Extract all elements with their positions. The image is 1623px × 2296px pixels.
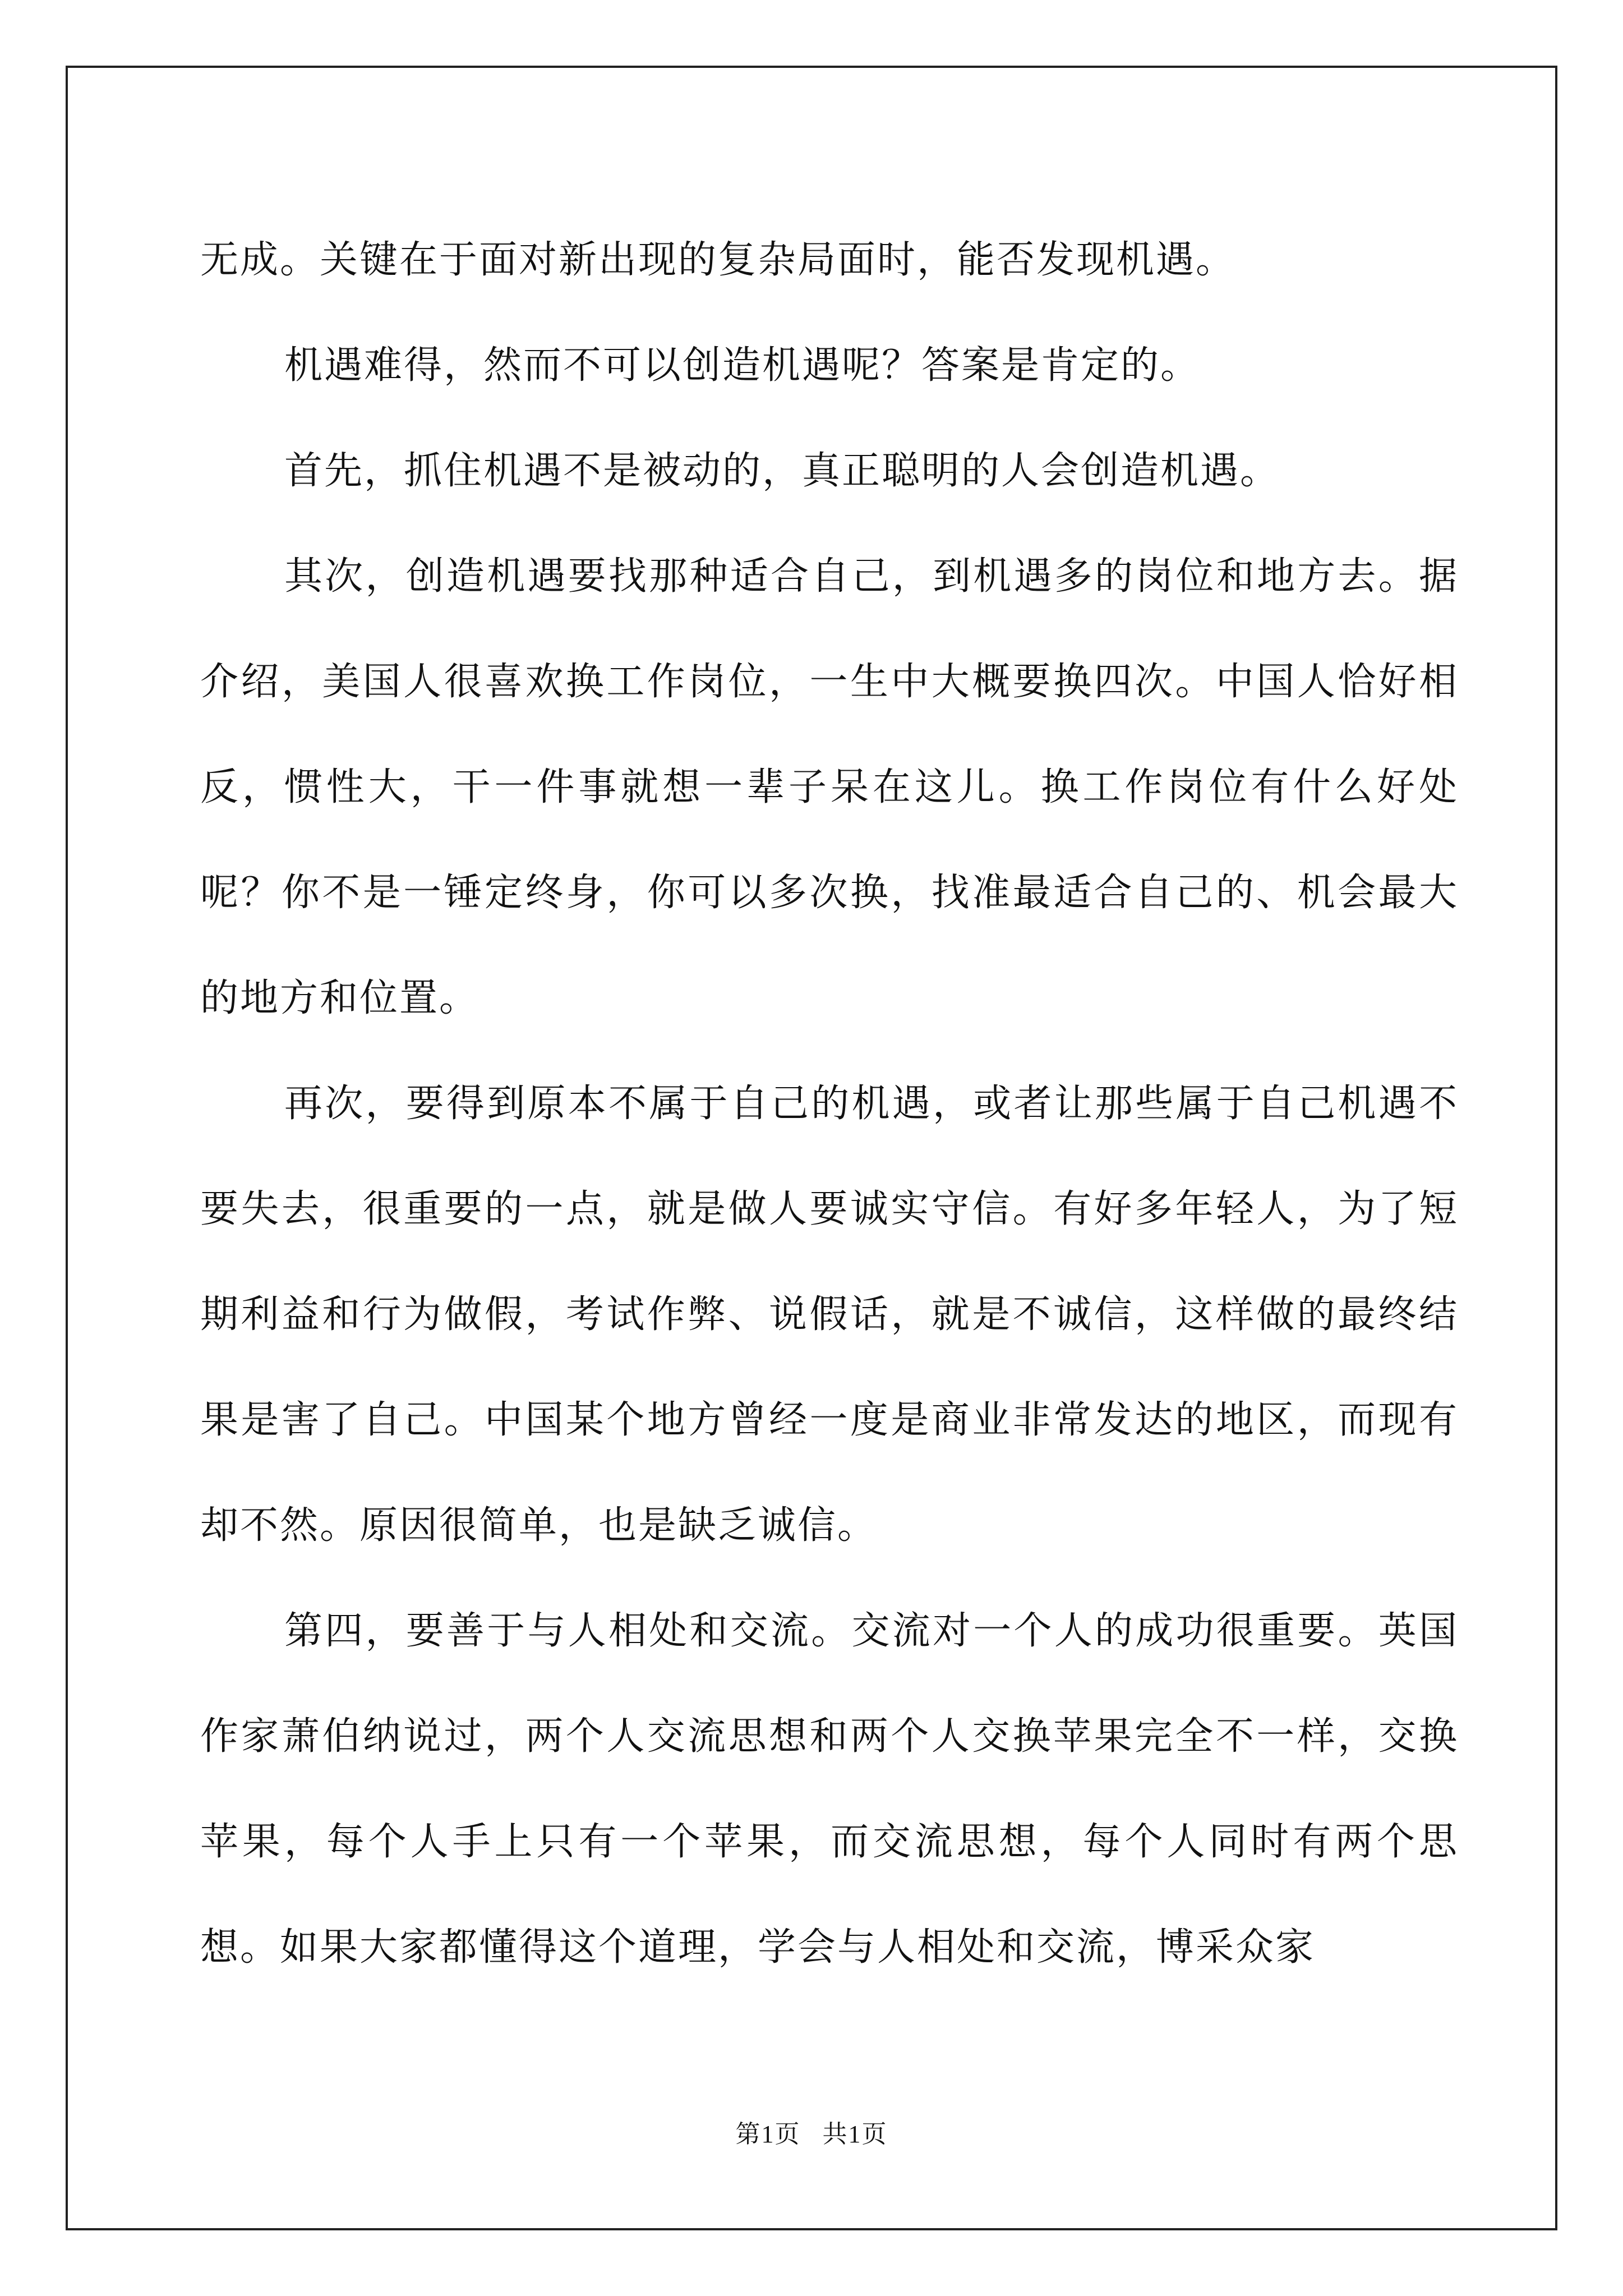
page-number-footer: 第1页 共1页: [735, 2120, 888, 2148]
document-body: [200, 208, 1459, 2000]
paragraph-5: 再次，要得到原本不属于自己的机遇，或者让那些属于自己机遇不要失去，很重要的一点，就是做人要诚实守信。有好多年轻人，为了短期利益和行为做假，考试作弊、说假话，就是不诚信，这样做的最终结果是害了自己。中国某个地方曾经一度是商业非常发达的地区，而现有却不然。原因很简单，也是缺乏诚信。: [200, 1082, 1459, 1548]
paragraph-6: 第四，要善于与人相处和交流。交流对一个人的成功很重要。英国作家萧伯纳说过，两个人交流思想和两个人交换苹果完全不一样，交换苹果，每个人手上只有一个苹果，而交流思想，每个人同时有两个思想。如果大家都懂得这个道理，学会与人相处和交流，博采众家: [200, 1609, 1459, 1970]
paragraph-2: 机遇难得，然而不可以创造机遇呢？答案是肯定的。: [284, 343, 1201, 388]
paragraph-1: 无成。关键在于面对新出现的复杂局面时，能否发现机遇。: [200, 238, 1236, 282]
paragraph-3: 首先，抓住机遇不是被动的，真正聪明的人会创造机遇。: [284, 449, 1280, 493]
paragraph-4: 其次，创造机遇要找那种适合自己，到机遇多的岗位和地方去。据介绍，美国人很喜欢换工作岗位，一生中大概要换四次。中国人恰好相反，惯性大，干一件事就想一辈子呆在这儿。换工作岗位有什么好处呢？你不是一锤定终身，你可以多次换，找准最适合自己的、机会最大的地方和位置。: [200, 554, 1459, 1020]
